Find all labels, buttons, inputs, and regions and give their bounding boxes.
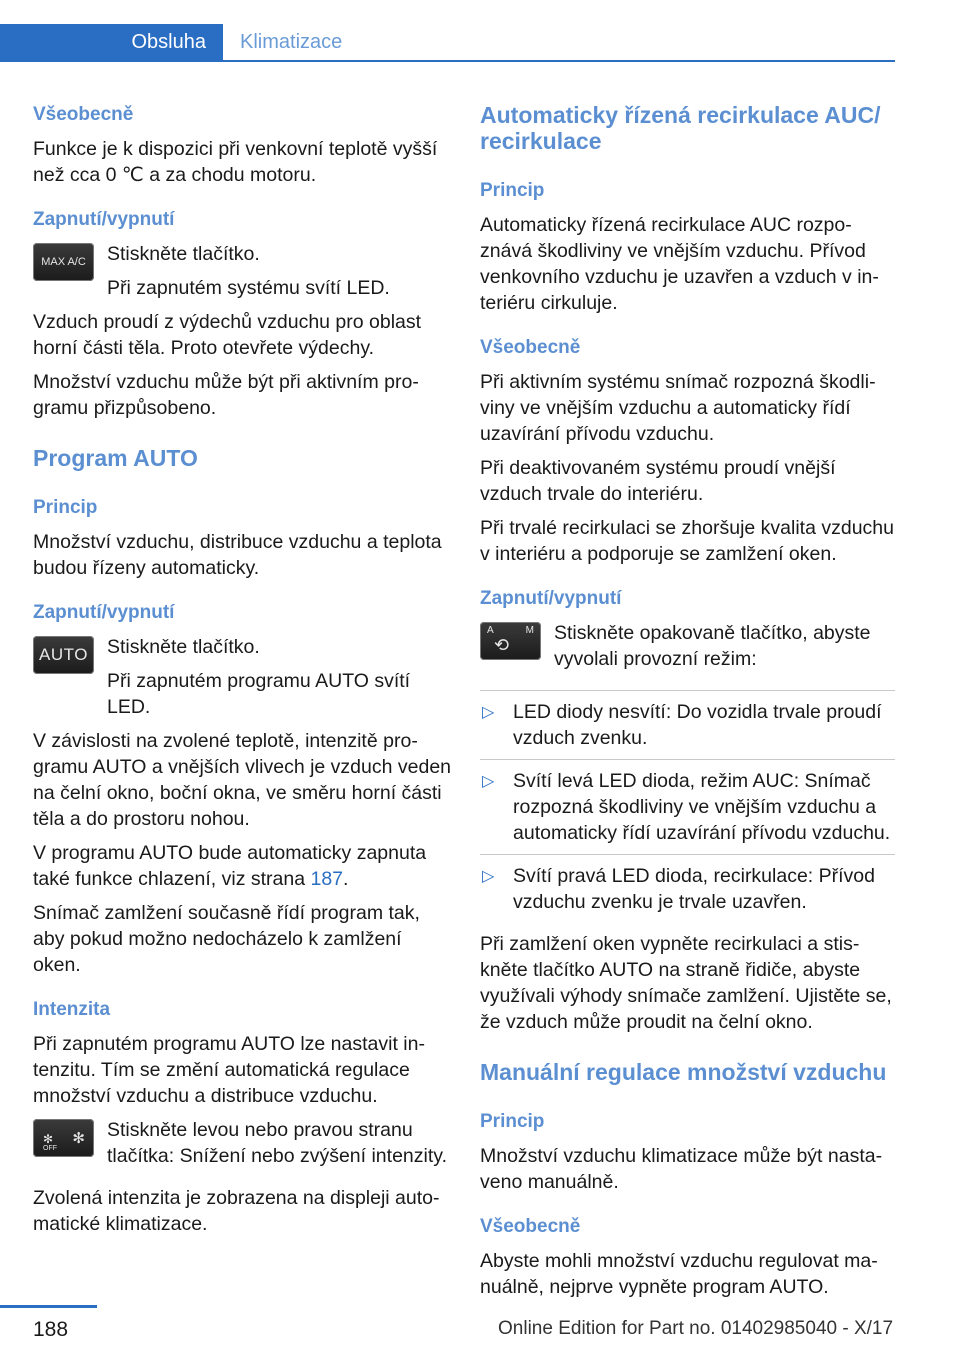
heading-princip: Princip xyxy=(480,1111,545,1132)
heading-program-auto: Program AUTO xyxy=(33,445,198,471)
m-label: M xyxy=(525,625,534,636)
fan-button-icon xyxy=(33,1119,94,1157)
paragraph: Množství vzduchu, distribuce vzduchu a teplota budou řízeny automaticky. xyxy=(33,531,442,579)
fan-small-icon: ✻ xyxy=(43,1132,54,1146)
header-rule xyxy=(0,60,895,62)
paragraph: Automaticky řízená recirkulace AUC rozpoznává škodliviny ve vnějším vzduchu. Přívod venkovního vzduchu je uzavřen a vzduch v interiéru cirkuluje. xyxy=(480,214,879,314)
left-column xyxy=(33,102,453,1237)
a-label: A xyxy=(487,625,494,636)
list-item: ▷ LED diody nesvítí: Do vozidla trvale proudí vzduch zvenku. xyxy=(480,699,895,760)
auto-button-icon: AUTO xyxy=(33,636,94,674)
paragraph: Při trvalé recirkulaci se zhoršuje kvalita vzduchu v interiéru a podporuje se zamlžení oken. xyxy=(480,517,894,565)
recirculation-row xyxy=(480,620,895,680)
heading-zapnuti: Zapnutí/vypnutí xyxy=(33,602,175,623)
paragraph: Při zamlžení oken vypněte recirkulaci a stiskněte tlačítko AUTO na straně řidiče, abyste využívali výhody snímače zamlžení. Ujistěte se, že vzduch může proudit na čelní okno. xyxy=(480,933,892,1033)
max-ac-button-icon: MAX A/C xyxy=(33,243,94,281)
instruction: Stiskněte levou nebo pravou stranu tlačítka: Snížení nebo zvýšení intenzity. xyxy=(107,1119,447,1167)
heading-zapnuti: Zapnutí/vypnutí xyxy=(480,588,622,609)
paragraph: Snímač zamlžení současně řídí program tak, aby pokud možno nedocházelo k zamlžení oken. xyxy=(33,902,420,976)
list-item: ▷ Svítí pravá LED dioda, recirkulace: Přívod vzduchu zvenku je trvale uzavřen. xyxy=(482,865,875,913)
right-column xyxy=(480,102,895,1300)
heading-vseobecne: Všeobecně xyxy=(33,104,134,125)
paragraph: Zvolená intenzita je zobrazena na displeji automatické klimatizace. xyxy=(33,1187,440,1235)
paragraph: Vzduch proudí z výdechů vzduchu pro oblast horní části těla. Proto otevřete výdechy. xyxy=(33,311,422,359)
header-tabs xyxy=(0,0,895,62)
auto-row xyxy=(33,634,453,720)
page-link[interactable]: 187 xyxy=(310,868,344,890)
list-item: ▷ Svítí levá LED dioda, režim AUC: Snímač rozpozná škodliviny ve vnějším vzduchu a automaticky řídí uzavírání přívodu vzduchu. xyxy=(480,768,895,855)
paragraph: Funkce je k dispozici při venkovní teplotě vyšší než cca 0 ℃ a za chodu motoru. xyxy=(33,138,438,186)
footer-rule xyxy=(0,1305,97,1308)
instruction: Při zapnutém systému svítí LED. xyxy=(107,277,390,299)
car-recirculation-icon: ⟲ xyxy=(494,635,510,655)
max-ac-row xyxy=(33,241,453,301)
paragraph: V programu AUTO bude automaticky zapnuta také funkce chlazení, viz strana 187. xyxy=(33,842,427,890)
off-label: OFF xyxy=(43,1145,57,1152)
heading-auc: Automaticky řízená recirkulace AUC/ recirkulace xyxy=(480,102,881,154)
heading-manual: Manuální regulace množství vzduchu xyxy=(480,1059,887,1085)
heading-princip: Princip xyxy=(480,180,545,201)
instruction: Při zapnutém programu AUTO svítí LED. xyxy=(107,670,411,718)
triangle-right-icon: ▷ xyxy=(482,868,495,885)
recirculation-button-icon xyxy=(480,622,541,660)
paragraph: Při zapnutém programu AUTO lze nastavit intenzitu. Tím se změní automatická regulace množství vzduchu a distribuce vzduchu. xyxy=(33,1033,425,1107)
mode-list xyxy=(480,690,895,923)
heading-zapnuti: Zapnutí/vypnutí xyxy=(33,209,175,230)
tab-klimatizace[interactable]: Klimatizace xyxy=(240,31,343,53)
heading-intenzita: Intenzita xyxy=(33,999,111,1020)
paragraph: Abyste mohli množství vzduchu regulovat manuálně, nejprve vypněte program AUTO. xyxy=(480,1250,878,1298)
instruction: Stiskněte tlačítko. xyxy=(107,243,260,265)
paragraph: V závislosti na zvolené teplotě, intenzitě programu AUTO a vnějších vlivech je vzduch veden na čelní okno, boční okna, ve směru horní části těla a do prostoru nohou. xyxy=(33,730,452,830)
instruction: Stiskněte tlačítko. xyxy=(107,636,260,658)
heading-vseobecne: Všeobecně xyxy=(480,1216,581,1237)
paragraph: Množství vzduchu klimatizace může být nastaveno manuálně. xyxy=(480,1145,883,1193)
page-number: 188 xyxy=(33,1318,69,1341)
heading-vseobecne: Všeobecně xyxy=(480,337,581,358)
paragraph: Množství vzduchu může být při aktivním programu přizpůsobeno. xyxy=(33,371,419,419)
fan-large-icon: ✻ xyxy=(72,1130,85,1147)
paragraph: Při deaktivovaném systému proudí vnější vzduch trvale do interiéru. xyxy=(480,457,836,505)
triangle-right-icon: ▷ xyxy=(482,704,495,721)
paragraph: Při aktivním systému snímač rozpozná škodliviny ve vnějším vzduchu a automaticky řídí uzavírání přívodu vzduchu. xyxy=(480,371,876,445)
triangle-right-icon: ▷ xyxy=(482,773,495,790)
tab-obsluha[interactable]: Obsluha xyxy=(0,24,223,61)
heading-princip: Princip xyxy=(33,497,98,518)
instruction: Stiskněte opakovaně tlačítko, abyste vyvolali provozní režim: xyxy=(554,622,871,670)
edition-text: Online Edition for Part no. 01402985040 - X/17 xyxy=(498,1318,894,1339)
intensity-row xyxy=(33,1117,453,1177)
